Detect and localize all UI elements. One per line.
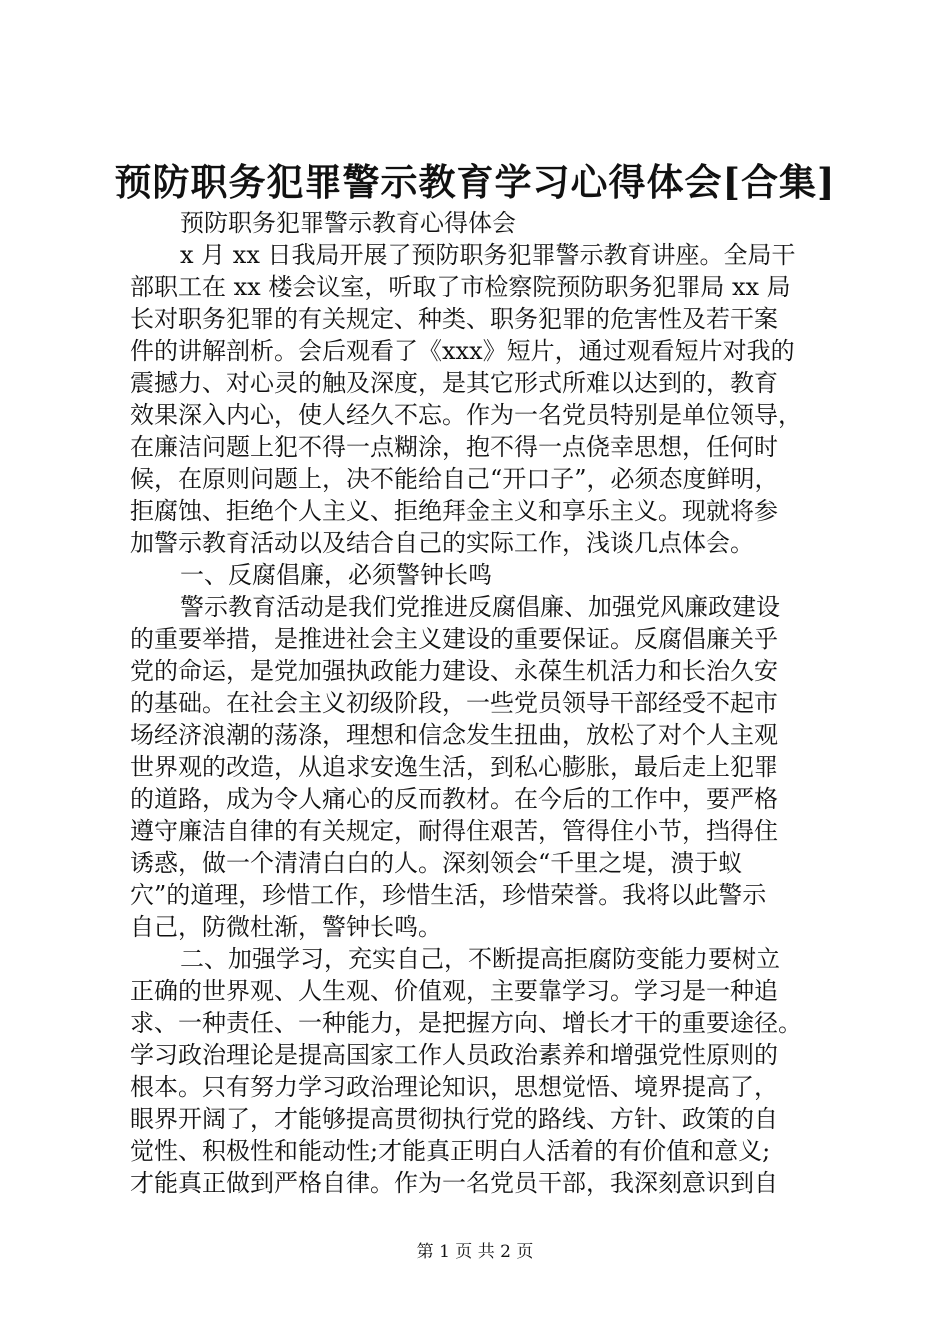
paragraph-line: 在廉洁问题上犯不得一点糊涂，抱不得一点侥幸思想，任何时 — [130, 433, 778, 461]
document-title: 预防职务犯罪警示教育学习心得体会[合集] — [114, 160, 836, 204]
paragraph-line: 自己，防微杜渐，警钟长鸣。 — [130, 913, 442, 941]
paragraph-line: 眼界开阔了，才能够提高贯彻执行党的路线、方针、政策的自 — [130, 1105, 778, 1133]
paragraph-line: x 月 xx 日我局开展了预防职务犯罪警示教育讲座。全局干 — [180, 241, 796, 269]
section-heading: 二、加强学习，充实自己，不断提高拒腐防变能力要树立 — [180, 945, 780, 973]
page-number-footer: 第 1 页 共 2 页 — [416, 1242, 534, 1262]
paragraph-line: 长对职务犯罪的有关规定、种类、职务犯罪的危害性及若干案 — [130, 305, 778, 333]
paragraph-line: 效果深入内心，使人经久不忘。作为一名党员特别是单位领导， — [130, 401, 802, 429]
document-body — [130, 207, 830, 1199]
paragraph-line: 警示教育活动是我们党推进反腐倡廉、加强党风廉政建设 — [180, 593, 780, 621]
paragraph-line: 党的命运，是党加强执政能力建设、永葆生机活力和长治久安 — [130, 657, 778, 685]
paragraph-line: 拒腐蚀、拒绝个人主义、拒绝拜金主义和享乐主义。现就将参 — [130, 497, 778, 525]
paragraph-line: 震撼力、对心灵的触及深度，是其它形式所难以达到的，教育 — [130, 369, 778, 397]
paragraph-line: 的重要举措，是推进社会主义建设的重要保证。反腐倡廉关乎 — [130, 625, 778, 653]
paragraph-line: 加警示教育活动以及结合自己的实际工作，浅谈几点体会。 — [130, 529, 754, 557]
paragraph-line: 学习政治理论是提高国家工作人员政治素养和增强党性原则的 — [130, 1041, 778, 1069]
paragraph-line: 部职工在 xx 楼会议室，听取了市检察院预防职务犯罪局 xx 局 — [130, 273, 791, 301]
paragraph-line: 求、一种责任、一种能力，是把握方向、增长才干的重要途径。 — [130, 1009, 802, 1037]
paragraph-line: 穴”的道理，珍惜工作，珍惜生活，珍惜荣誉。我将以此警示 — [130, 881, 767, 909]
paragraph-line: 的基础。在社会主义初级阶段，一些党员领导干部经受不起市 — [130, 689, 778, 717]
paragraph-line: 件的讲解剖析。会后观看了《xxx》短片，通过观看短片对我的 — [130, 337, 795, 365]
section-heading: 一、反腐倡廉，必须警钟长鸣 — [180, 561, 492, 589]
paragraph-line: 遵守廉洁自律的有关规定，耐得住艰苦，管得住小节，挡得住 — [130, 817, 778, 845]
paragraph-line: 觉性、积极性和能动性;才能真正明白人活着的有价值和意义; — [130, 1137, 771, 1165]
paragraph-line: 候，在原则问题上，决不能给自己“开口子”，必须态度鲜明， — [130, 465, 779, 493]
paragraph-line: 才能真正做到严格自律。作为一名党员干部，我深刻意识到自 — [130, 1169, 778, 1197]
subtitle-line: 预防职务犯罪警示教育心得体会 — [180, 209, 516, 237]
paragraph-line: 场经济浪潮的荡涤，理想和信念发生扭曲，放松了对个人主观 — [130, 721, 778, 749]
paragraph-line: 正确的世界观、人生观、价值观，主要靠学习。学习是一种追 — [130, 977, 778, 1005]
paragraph-line: 的道路，成为令人痛心的反而教材。在今后的工作中，要严格 — [130, 785, 778, 813]
paragraph-line: 诱惑，做一个清清白白的人。深刻领会“千里之堤，溃于蚁 — [130, 849, 743, 877]
paragraph-line: 世界观的改造，从追求安逸生活，到私心膨胀，最后走上犯罪 — [130, 753, 778, 781]
paragraph-line: 根本。只有努力学习政治理论知识，思想觉悟、境界提高了， — [130, 1073, 778, 1101]
